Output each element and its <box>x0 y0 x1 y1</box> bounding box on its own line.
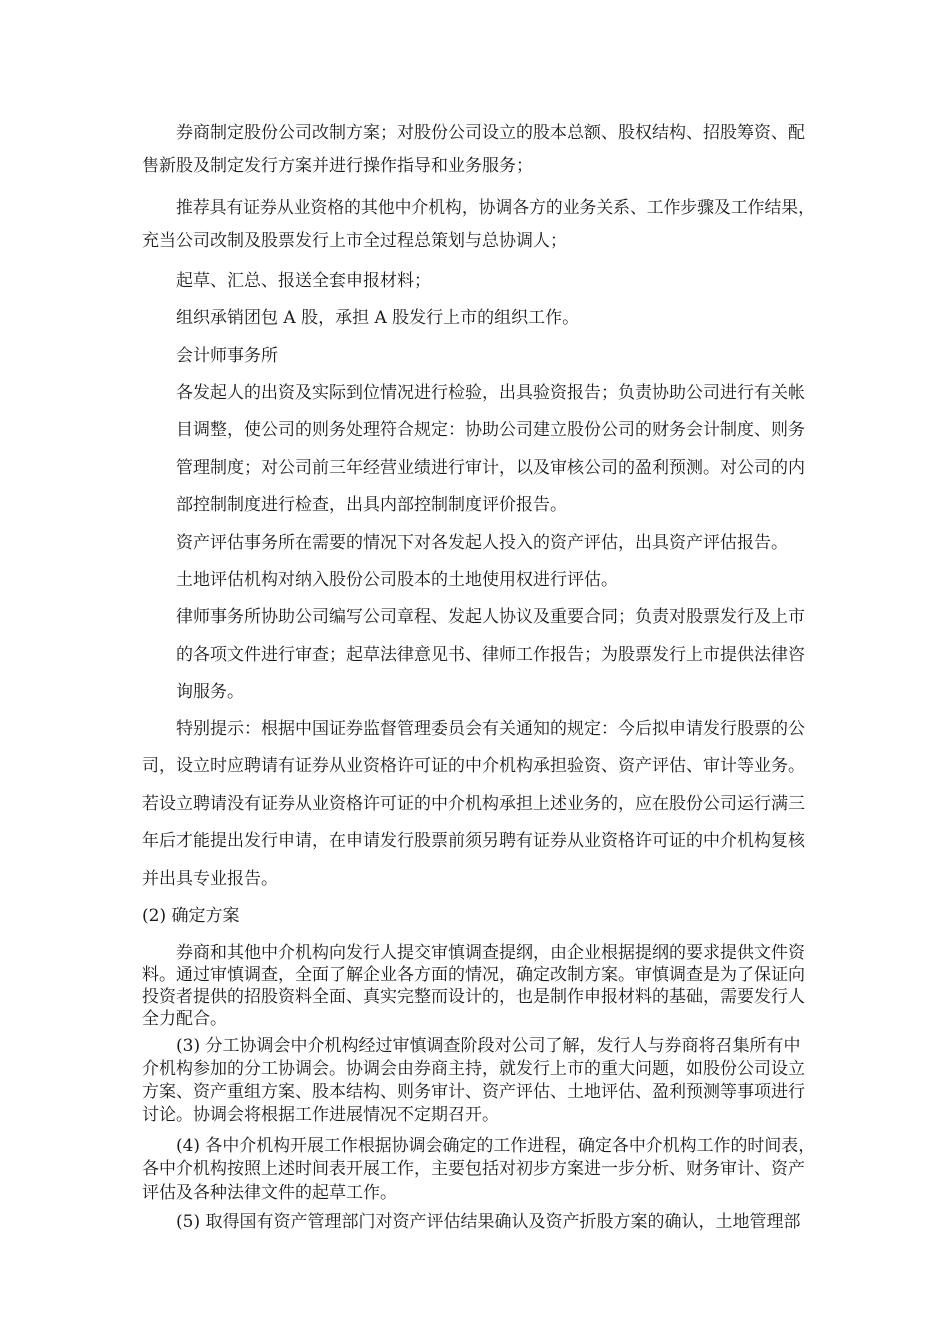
text-line: 全力配合。 <box>142 1009 227 1029</box>
section-heading: 会计师事务所 <box>176 346 278 366</box>
text-line: 讨论。协调会将根据工作进展情况不定期召开。 <box>142 1105 499 1125</box>
text-line: 券商制定股份公司改制方案；对股份公司设立的股本总额、股权结构、招股筹资、配 <box>176 123 805 143</box>
text-line: 券商和其他中介机构向发行人提交审慎调查提纲，由企业根据提纲的要求提供文件资 <box>176 943 805 963</box>
text-line: 特别提示：根据中国证券监督管理委员会有关通知的规定：今后拟申请发行股票的公 <box>176 719 805 739</box>
text-line: (3) 分工协调会中介机构经过审慎调查阶段对公司了解，发行人与券商将召集所有中 <box>176 1036 801 1056</box>
text-line: 各中介机构按照上述时间表开展工作，主要包括对初步方案进一步分析、财务审计、资产 <box>142 1159 805 1179</box>
text-line: 年后才能提出发行申请，在申请发行股票前须另聘有证券从业资格许可证的中介机构复核 <box>142 831 805 851</box>
text-line: (5) 取得国有资产管理部门对资产评估结果确认及资产折股方案的确认，土地管理部 <box>176 1212 801 1232</box>
text-line: 的各项文件进行审查；起草法律意见书、律师工作报告；为股票发行上市提供法律咨 <box>176 645 805 665</box>
text-line: (4) 各中介机构开展工作根据协调会确定的工作进程，确定各中介机构工作的时间表， <box>176 1135 816 1155</box>
text-line: 管理制度；对公司前三年经营业绩进行审计，以及审核公司的盈利预测。对公司的内 <box>176 458 805 478</box>
text-line: 各发起人的出资及实际到位情况进行检验，出具验资报告；负责协助公司进行有关帐 <box>176 383 805 403</box>
text-line: 起草、汇总、报送全套申报材料； <box>176 271 431 291</box>
text-line: 方案、资产重组方案、股本结构、则务审计、资产评估、土地评估、盈利预测等事项进行 <box>142 1082 805 1102</box>
text-line: 若设立聘请没有证券从业资格许可证的中介机构承担上述业务的，应在股份公司运行满三 <box>142 794 805 814</box>
text-line: 司，设立时应聘请有证券从业资格许可证的中介机构承担验资、资产评估、审计等业务。 <box>142 756 805 776</box>
text-line: 组织承销团包 A 股，承担 A 股发行上市的组织工作。 <box>176 308 580 328</box>
section-heading: (2) 确定方案 <box>142 906 240 926</box>
text-line: 评估及各种法律文件的起草工作。 <box>142 1183 397 1203</box>
text-line: 律师事务所协助公司编写公司章程、发起人协议及重要合同；负责对股票发行及上市 <box>176 607 805 627</box>
text-line: 资产评估事务所在需要的情况下对各发起人投入的资产评估，出具资产评估报告。 <box>176 533 788 553</box>
text-line: 目调整，使公司的则务处理符合规定：协助公司建立股份公司的财务会计制度、则务 <box>176 420 805 440</box>
text-line: 料。通过审慎调查，全面了解企业各方面的情况，确定改制方案。审慎调查是为了保证向 <box>142 965 805 985</box>
text-line: 投资者提供的招股资料全面、真实完整而设计的，也是制作申报材料的基础，需要发行人 <box>142 987 805 1007</box>
text-line: 并出具专业报告。 <box>142 869 278 889</box>
text-line: 充当公司改制及股票发行上市全过程总策划与总协调人； <box>142 231 567 251</box>
text-line: 土地评估机构对纳入股份公司股本的土地使用权进行评估。 <box>176 570 618 590</box>
text-line: 售新股及制定发行方案并进行操作指导和业务服务； <box>142 156 533 176</box>
text-line: 推荐具有证券从业资格的其他中介机构，协调各方的业务关系、工作步骤及工作结果， <box>176 197 815 217</box>
text-line: 介机构参加的分工协调会。协调会由券商主持，就发行上市的重大问题，如股份公司设立 <box>142 1059 805 1079</box>
text-line: 部控制制度进行检查，出具内部控制制度评价报告。 <box>176 495 567 515</box>
text-line: 询服务。 <box>176 682 244 702</box>
